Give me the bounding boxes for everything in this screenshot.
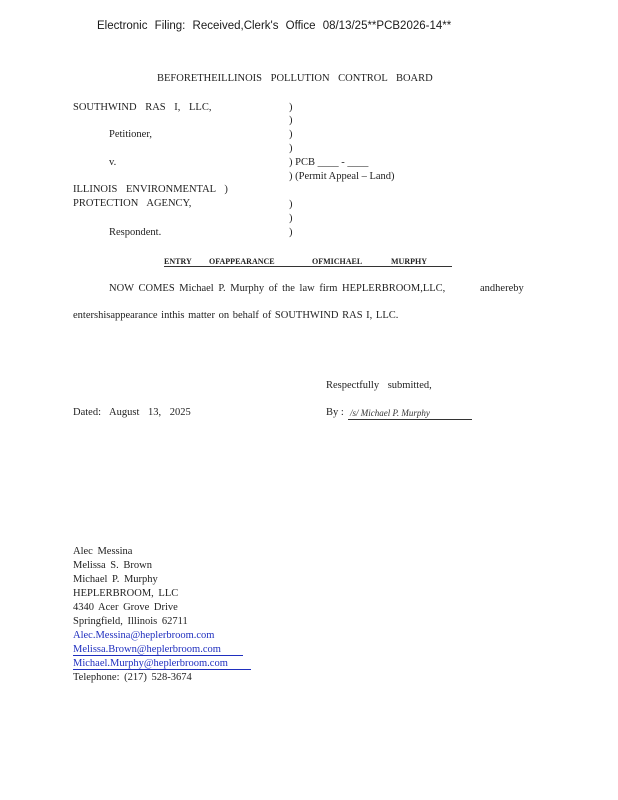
dated-line: Dated: August 13, 2025 bbox=[73, 407, 191, 418]
respondent-name-line1: ILLINOIS ENVIRONMENTAL ) bbox=[73, 184, 228, 195]
attorney-name: Michael P. Murphy bbox=[73, 574, 158, 585]
respondent-name-line2: PROTECTION AGENCY, bbox=[73, 198, 192, 209]
caption-paren: ) bbox=[289, 115, 293, 126]
caption-paren: ) bbox=[289, 143, 293, 154]
case-type: ) (Permit Appeal – Land) bbox=[289, 171, 395, 182]
firm-name: HEPLERBROOM, LLC bbox=[73, 588, 179, 599]
body-line-1: NOW COMES Michael P. Murphy of the law firm HEPLERBROOM,LLC, bbox=[109, 283, 446, 294]
petitioner-name: SOUTHWIND RAS I, LLC, bbox=[73, 102, 212, 113]
body-line-1-end: andhereby bbox=[480, 283, 524, 294]
caption-paren: ) bbox=[289, 129, 293, 140]
email-underline bbox=[73, 655, 243, 656]
caption-paren: ) bbox=[289, 199, 293, 210]
caption-paren: ) bbox=[289, 227, 293, 238]
street-address: 4340 Acer Grove Drive bbox=[73, 602, 178, 613]
heading-of-michael: OFMICHAEL bbox=[312, 257, 363, 266]
filing-stamp: Electronic Filing: Received,Clerk's Office 08/13/25**PCB2026-14** bbox=[97, 20, 452, 32]
attorney-name: Alec Messina bbox=[73, 546, 133, 557]
versus-label: v. bbox=[109, 157, 117, 168]
email-link[interactable]: Alec.Messina@heplerbroom.com bbox=[73, 630, 215, 641]
respondent-role: Respondent. bbox=[109, 227, 162, 238]
email-link[interactable]: Melissa.Brown@heplerbroom.com bbox=[73, 644, 221, 655]
signature-line bbox=[348, 419, 472, 420]
case-number: ) PCB ____ - ____ bbox=[289, 157, 369, 168]
email-link[interactable]: Michael.Murphy@heplerbroom.com bbox=[73, 658, 228, 669]
email-underline bbox=[73, 669, 251, 670]
heading-murphy: MURPHY bbox=[391, 257, 427, 266]
body-line-2: entershisappearance inthis matter on behalf of SOUTHWIND RAS I, LLC. bbox=[73, 310, 399, 321]
closing: Respectfully submitted, bbox=[326, 380, 432, 391]
board-title: BEFORETHEILLINOIS POLLUTION CONTROL BOARD bbox=[157, 73, 433, 84]
caption-paren: ) bbox=[289, 102, 293, 113]
city-address: Springfield, Illinois 62711 bbox=[73, 616, 188, 627]
attorney-name: Melissa S. Brown bbox=[73, 560, 152, 571]
heading-underline bbox=[164, 266, 452, 267]
heading-of-appearance: OFAPPEARANCE bbox=[209, 257, 275, 266]
electronic-signature: /s/ Michael P. Murphy bbox=[350, 408, 430, 418]
caption-paren: ) bbox=[289, 213, 293, 224]
petitioner-role: Petitioner, bbox=[109, 129, 153, 140]
heading-entry: ENTRY bbox=[164, 257, 192, 266]
telephone: Telephone: (217) 528-3674 bbox=[73, 672, 192, 683]
by-label: By : bbox=[326, 407, 344, 418]
